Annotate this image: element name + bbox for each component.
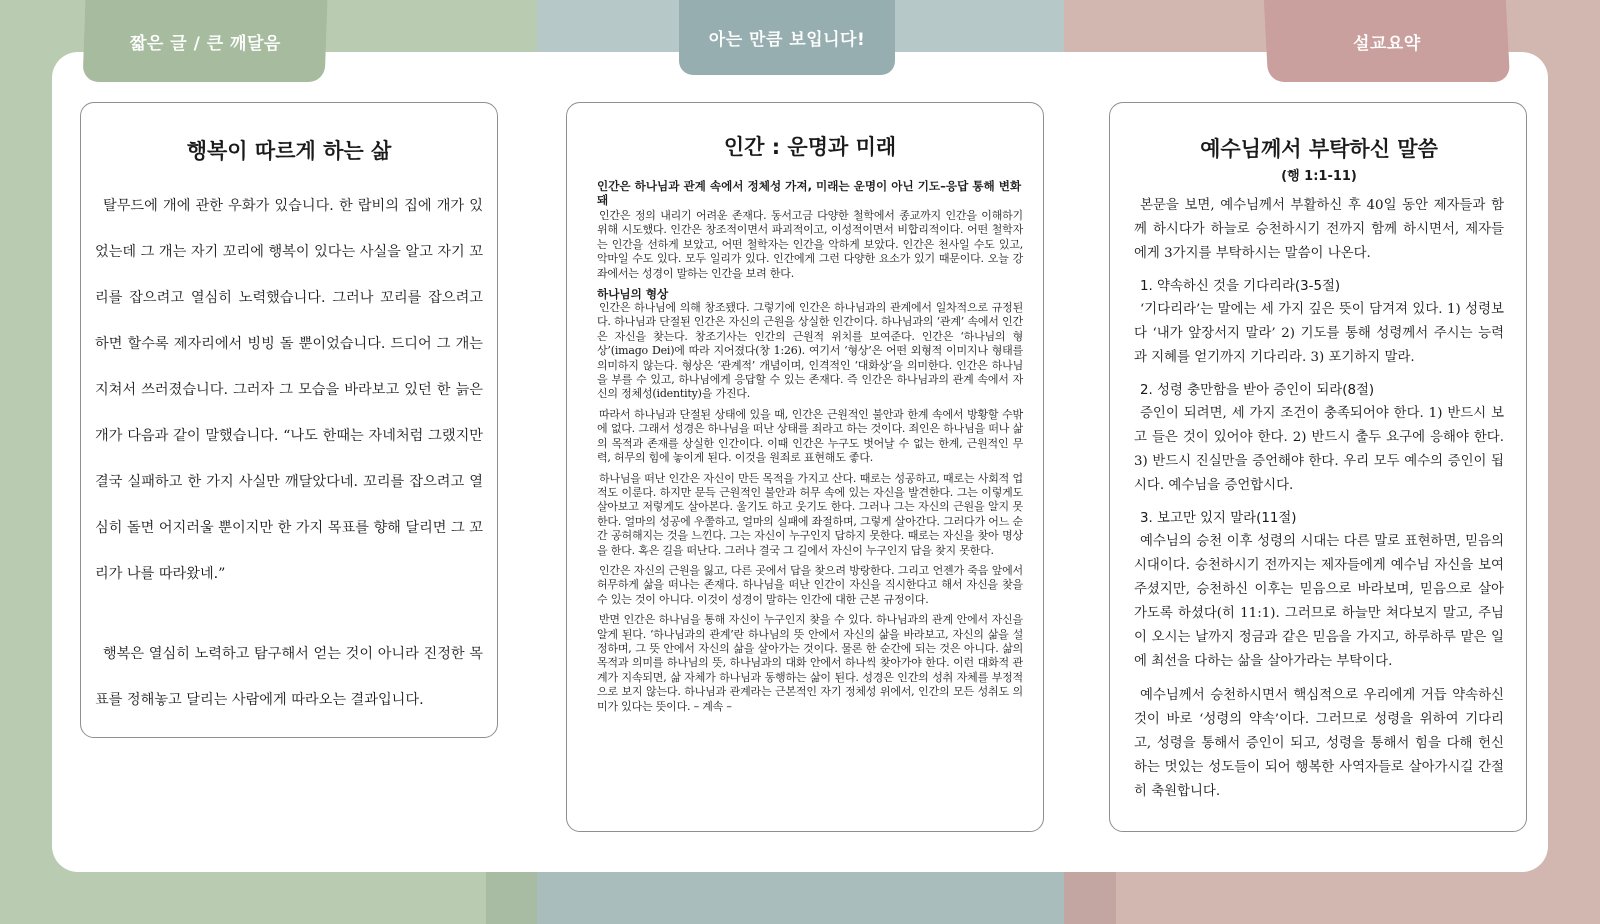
article-title: 예수님께서 부탁하신 말씀 (1200, 137, 1438, 161)
article-paragraph: 탈무드에 개에 관한 우화가 있습니다. 한 랍비의 집에 개가 있었는데 그 개는 자기 꼬리에 행복이 있다는 사실을 알고 자기 꼬리를 잡으려고 열심히 노력했습니다. 그러나 꼬리를 잡으려고 하면 할수록 제자리에서 빙빙 돌 뿐이었습니다. 드디어 그 개는 지쳐서 쓰러졌습니다. 그러자 그 모습을 바라보고 있던 한 늙은 개가 다음과 같이 말했습니다. “나도 한때는 자네처럼 그랬지만 결국 실패하고 한 가지 사실만 깨달았다네. 꼬리를 잡으려고 열심히 돌면 어지러울 뿐이지만 한 가지 목표를 향해 달리면 그 꼬리가 나를 따라왔네.” (95, 198, 483, 582)
article-paragraph: 인간은 정의 내리기 어려운 존재다. 동서고금 다양한 철학에서 종교까지 인간을 이해하기 위해 시도했다. 인간은 창조적이면서 파괴적이고, 이성적이면서 비합리적이다. 어떤 철학자는 인간을 선하게 보았고, 어떤 철학자는 인간을 악하게 보았다. 인간은 천사일 수도 있고, 악마일 수도 있다. 모두 일리가 있다. 인간에게 그런 다양한 요소가 있기 때문이다. 오늘 강좌에서는 성경이 말하는 인간을 보려 한다. (597, 209, 1023, 280)
article-card-human (566, 102, 1044, 832)
article-title: 인간 : 운명과 미래 (723, 135, 897, 159)
tab-know-and-see (679, 0, 895, 75)
article-paragraph: 하나님을 떠난 인간은 자신이 만든 목적을 가지고 산다. 때로는 성공하고, 때로는 사회적 업적도 이룬다. 하지만 문득 근원적인 불안과 허무 속에 있는 자신을 발견한다. 그는 이렇게도 살아보고 저렇게도 살아본다. 울기도 하고 웃기도 한다. 그러나 그는 자신의 근원을 알지 못한다. 얼마의 성공에 우쭐하고, 얼마의 실패에 좌절하며, 그렇게 살아간다. 그러다가 어느 순간 공허해지는 것을 느낀다. 그는 자신이 누구인지 답하지 못한다. 때로는 자신을 찾아 명상을 한다. 혹은 길을 떠난다. 그러나 결국 그 길에서 자신이 누구인지 답을 찾지 못한다. (597, 471, 1023, 557)
tab-sermon-summary (1264, 0, 1510, 82)
section-heading: 하나님의 형상 (597, 287, 669, 302)
tab-label: 아는 만큼 보입니다! (708, 30, 866, 50)
point-body: ‘기다리라’는 말에는 세 가지 깊은 뜻이 담겨져 있다. 1) 성령보다 ‘내가 앞장서지 말라’ 2) 기도를 통해 성령께서 주시는 능력과 지혜를 얻기까지 기다리라. 3) 포기하지 말라. (1134, 302, 1504, 365)
article-card-sermon (1109, 102, 1527, 832)
tab-label: 짧은 글 / 큰 깨달음 (129, 33, 281, 54)
tab-short-writing (83, 0, 328, 82)
article-card-happiness (80, 102, 498, 738)
point-heading: 3. 보고만 있지 말라(11절) (1140, 511, 1297, 526)
background-strip (537, 870, 1064, 924)
background-strip (486, 870, 537, 924)
article-paragraph: 예수님께서 승천하시면서 핵심적으로 우리에게 거듭 약속하신 것이 바로 ‘성령의 약속’이다. 그러므로 성령을 위하여 기다리고, 성령을 통해서 증인이 되고, 성령을 통해서 힘을 다해 헌신하는 멋있는 성도들이 되어 행복한 사역자들로 살아가시길 간절히 축원합니다. (1134, 688, 1504, 799)
article-paragraph: 본문을 보면, 예수님께서 부활하신 후 40일 동안 제자들과 함께 하시다가 하늘로 승천하시기 전까지 함께 하시면서, 제자들에게 3가지를 부탁하시는 말씀이 나온다. (1134, 198, 1504, 261)
scripture-reference: (행 1:1-11) (1281, 169, 1357, 184)
background-strip (1064, 870, 1116, 924)
article-paragraph: 따라서 하나님과 단절된 상태에 있을 때, 인간은 근원적인 불안과 한계 속에서 방황할 수밖에 없다. 그래서 성경은 하나님을 떠난 상태를 죄라고 하는 것이다. 죄인은 하나님을 떠나 삶의 목적과 존재를 상실한 인간이다. 이때 인간은 누구도 벗어날 수 없는 한계, 근원적인 무력, 허무의 힘에 놓이게 된다. 이것을 원죄로 표현해도 좋다. (597, 407, 1023, 465)
point-body: 예수님의 승천 이후 성령의 시대는 다른 말로 표현하면, 믿음의 시대이다. 승천하시기 전까지는 제자들에게 예수님 자신을 보여주셨지만, 승천하신 이후는 믿음으로 바라보며, 믿음으로 살아가도록 하셨다(히 11:1). 그러므로 하늘만 쳐다보지 말고, 주님이 오시는 날까지 정금과 같은 믿음을 가지고, 하루하루 맡은 일에 최선을 다하는 삶을 살아가라는 부탁이다. (1134, 534, 1504, 669)
article-paragraph: 인간은 하나님에 의해 창조됐다. 그렇기에 인간은 하나님과의 관계에서 일차적으로 규정된다. 하나님과 단절된 인간은 자신의 근원을 상실한 인간이다. 하나님과의 ‘관계’ 속에서 인간은 자신을 찾는다. 창조기사는 인간의 근원적 위치를 보여준다. 인간은 ‘하나님의 형상’(imago Dei)에 따라 지어졌다(창 1:26). 여기서 ‘형상’은 어떤 외형적 이미지나 형태를 의미하지 않는다. 형상은 ‘관계적’ 개념이며, 인격적인 ‘대화상’을 의미한다. 인간은 하나님을 부를 수 있고, 하나님에게 응답할 수 있는 존재다. 즉 인간은 하나님과의 관계 속에서 자신의 정체성(identity)을 가진다. (597, 301, 1023, 401)
article-title: 행복이 따르게 하는 삶 (186, 139, 392, 163)
point-body: 증인이 되려면, 세 가지 조건이 충족되어야 한다. 1) 반드시 보고 들은 것이 있어야 한다. 2) 반드시 출두 요구에 응해야 한다. 3) 반드시 진실만을 증언해야 한다. 우리 모두 예수의 증인이 됩시다. 예수님을 증언합시다. (1134, 406, 1504, 493)
article-paragraph: 행복은 열심히 노력하고 탐구해서 얻는 것이 아니라 진정한 목표를 정해놓고 달리는 사람에게 따라오는 결과입니다. (95, 646, 483, 708)
article-paragraph: 반면 인간은 하나님을 통해 자신이 누구인지 찾을 수 있다. 하나님과의 관계 안에서 자신을 알게 된다. ‘하나님과의 관계’란 하나님의 뜻 안에서 자신의 삶을 바라보고, 자신의 삶을 설정하며, 그 뜻 안에서 자신의 삶을 살아가는 것이다. 물론 한 순간에 되는 것은 아니다. 삶의 목적과 의미를 하나님의 뜻, 하나님과의 대화 안에서 하나씩 찾아가야 한다. 이런 대화적 관계가 지속되면, 삶 자체가 하나님과 동행하는 삶이 된다. 성경은 인간의 성취 자체를 부정적으로 보지 않는다. 하나님과 관계라는 근본적인 자기 정체성 위에서, 인간의 모든 성취도 의미가 있다는 뜻이다. – 계속 – (597, 613, 1023, 713)
article-lead: 인간은 하나님과 관계 속에서 정체성 가져, 미래는 운명이 아닌 기도–응답 통해 변화돼 (597, 179, 1022, 207)
point-heading: 2. 성령 충만함을 받아 증인이 되라(8절) (1140, 383, 1375, 398)
article-paragraph: 인간은 자신의 근원을 잃고, 다른 곳에서 답을 찾으려 방랑한다. 그리고 언젠가 죽음 앞에서 허무하게 삶을 떠나는 존재다. 하나님을 떠난 인간이 자신을 직시한다고 해서 자신을 찾을 수 있는 것이 아니다. 이것이 성경이 말하는 인간에 대한 근본 규정이다. (597, 563, 1023, 606)
tab-label: 설교요약 (1353, 33, 1421, 54)
point-heading: 1. 약속하신 것을 기다리라(3-5절) (1140, 279, 1341, 294)
